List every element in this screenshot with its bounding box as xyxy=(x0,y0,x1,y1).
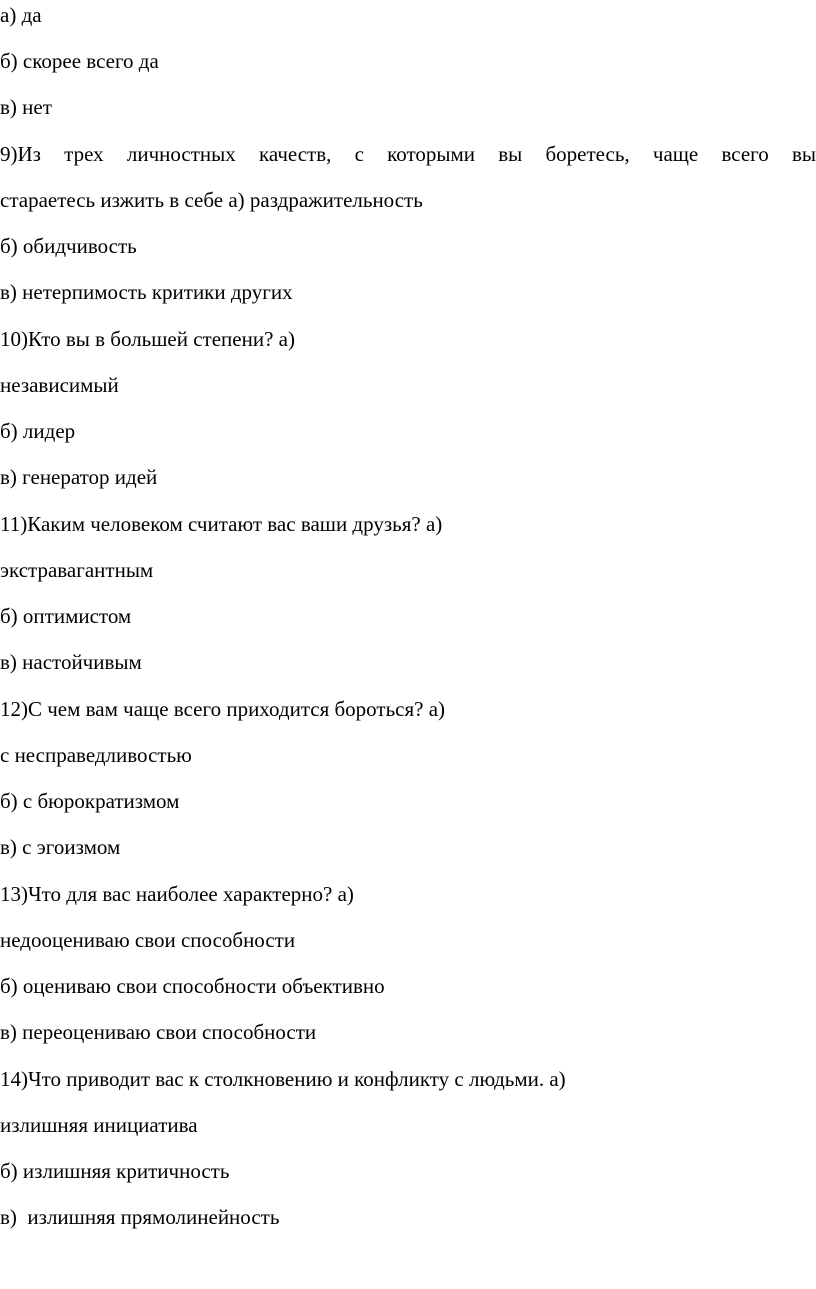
question-9-line-2: стараетесь изжить в себе а) раздражительность xyxy=(0,188,423,212)
question-13-option-b: б) оцениваю свои способности объективно xyxy=(0,974,385,998)
question-11-option-a: экстравагантным xyxy=(0,558,154,582)
answer-option-a-da: а) да xyxy=(0,3,42,27)
question-9-option-v: в) нетерпимость критики других xyxy=(0,280,293,304)
question-10-option-b: б) лидер xyxy=(0,419,76,443)
question-11: 11)Каким человеком считают вас ваши друзья? а) xyxy=(0,512,443,536)
question-12-option-a: с несправедливостью xyxy=(0,743,192,767)
question-11-option-b: б) оптимистом xyxy=(0,604,132,628)
question-11-option-v: в) настойчивым xyxy=(0,650,142,674)
question-12-option-v: в) с эгоизмом xyxy=(0,835,121,859)
question-9-option-b: б) обидчивость xyxy=(0,234,137,258)
question-10: 10)Кто вы в большей степени? а) xyxy=(0,327,295,351)
question-13-option-v: в) переоцениваю свои способности xyxy=(0,1020,317,1044)
answer-option-v-net: в) нет xyxy=(0,95,52,119)
question-12-option-b: б) с бюрократизмом xyxy=(0,789,180,813)
question-13-option-a: недооцениваю свои способности xyxy=(0,928,296,952)
question-10-option-v: в) генератор идей xyxy=(0,465,158,489)
question-9-line-1: 9)Из трех личностных качеств, с которыми вы боретесь, чаще всего вы xyxy=(0,142,816,166)
question-14-option-a: излишняя инициатива xyxy=(0,1113,198,1137)
question-12: 12)С чем вам чаще всего приходится бороться? а) xyxy=(0,697,446,721)
question-13: 13)Что для вас наиболее характерно? а) xyxy=(0,882,354,906)
question-14: 14)Что приводит вас к столкновению и конфликту с людьми. а) xyxy=(0,1067,566,1091)
question-14-option-v: в) излишняя прямолинейность xyxy=(0,1205,280,1229)
answer-option-b-skoree-da: б) скорее всего да xyxy=(0,49,159,73)
question-10-option-a: независимый xyxy=(0,373,119,397)
question-14-option-b: б) излишняя критичность xyxy=(0,1159,230,1183)
